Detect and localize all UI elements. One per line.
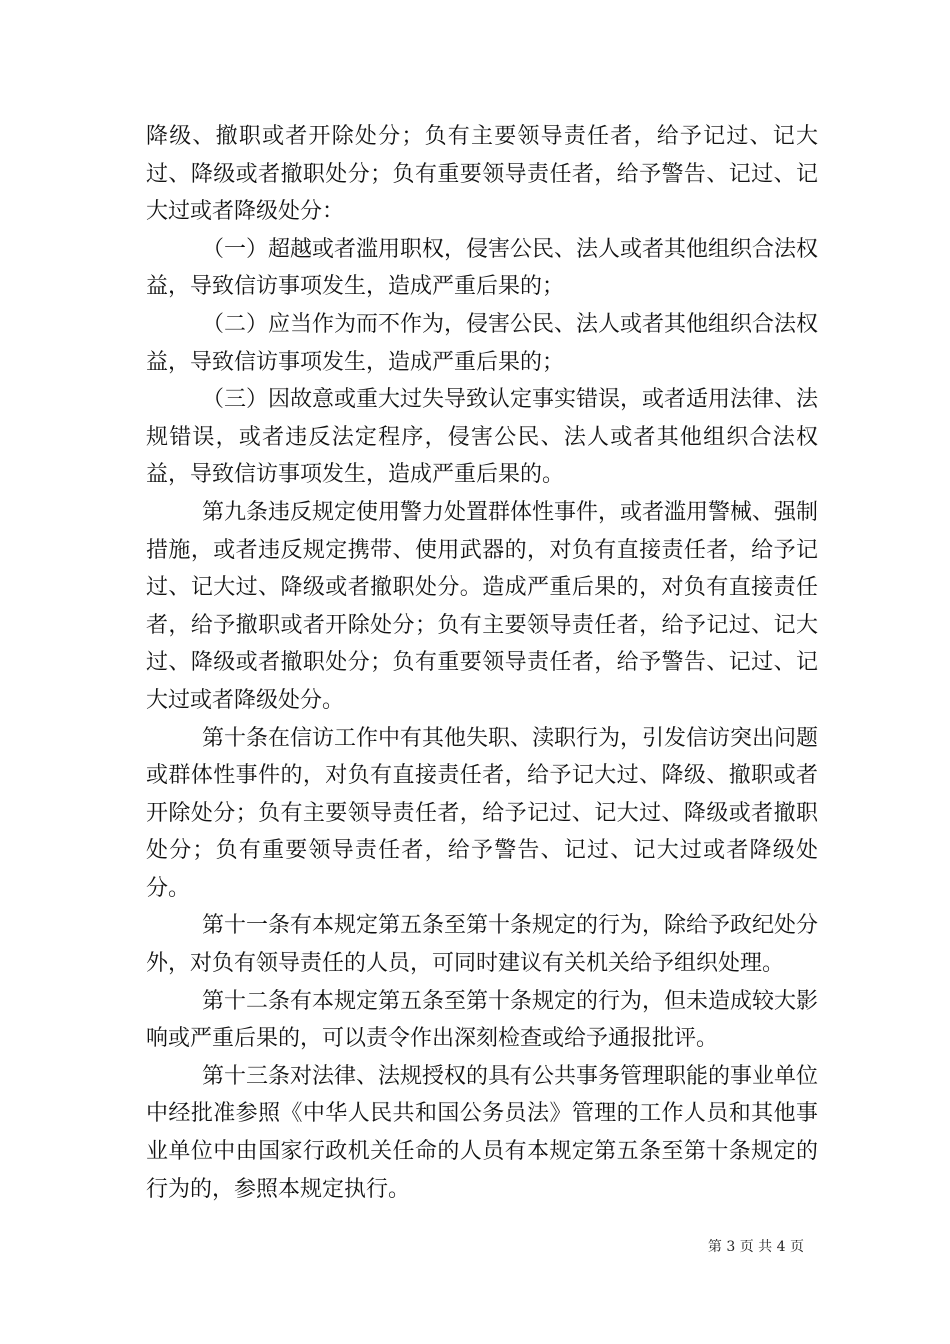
paragraph: （三）因故意或重大过失导致认定事实错误，或者适用法律、法规错误，或者违反法定程序，侵害公民、法人或者其他组织合法权益，导致信访事项发生，造成严重后果的。 bbox=[146, 387, 819, 488]
paragraph: 第十条在信访工作中有其他失职、渎职行为，引发信访突出问题或群体性事件的，对负有直接责任者，给予记大过、降级、撤职或者开除处分；负有主要领导责任者，给予记过、记大过、降级或者撤职处分；负有重要领导责任者，给予警告、记过、记大过或者降级处分。 bbox=[146, 725, 819, 901]
paragraph: （二）应当作为而不作为，侵害公民、法人或者其他组织合法权益，导致信访事项发生，造成严重后果的； bbox=[146, 311, 819, 375]
paragraph: （一）超越或者滥用职权，侵害公民、法人或者其他组织合法权益，导致信访事项发生，造成严重后果的； bbox=[146, 236, 819, 300]
paragraph: 第十三条对法律、法规授权的具有公共事务管理职能的事业单位中经批准参照《中华人民共和国公务员法》管理的工作人员和其他事业单位中由国家行政机关任命的人员有本规定第五条至第十条规定的行为的，参照本规定执行。 bbox=[146, 1063, 819, 1202]
paragraph: 第九条违反规定使用警力处置群体性事件，或者滥用警械、强制措施，或者违反规定携带、使用武器的，对负有直接责任者，给予记过、记大过、降级或者撤职处分。造成严重后果的，对负有直接责任者，给予撤职或者开除处分；负有主要领导责任者，给予记过、记大过、降级或者撤职处分；负有重要领导责任者，给予警告、记过、记大过或者降级处分。 bbox=[146, 499, 819, 713]
paragraph: 第十二条有本规定第五条至第十条规定的行为，但未造成较大影响或严重后果的，可以责令作出深刻检查或给予通报批评。 bbox=[146, 988, 819, 1052]
page-number-footer: 第 3 页 共 4 页 bbox=[707, 1239, 804, 1255]
paragraph: 降级、撤职或者开除处分；负有主要领导责任者，给予记过、记大过、降级或者撤职处分；负有重要领导责任者，给予警告、记过、记大过或者降级处分： bbox=[146, 124, 818, 225]
paragraph: 第十一条有本规定第五条至第十条规定的行为，除给予政纪处分外，对负有领导责任的人员，可同时建议有关机关给予组织处理。 bbox=[146, 913, 819, 977]
document-body bbox=[146, 118, 818, 1208]
